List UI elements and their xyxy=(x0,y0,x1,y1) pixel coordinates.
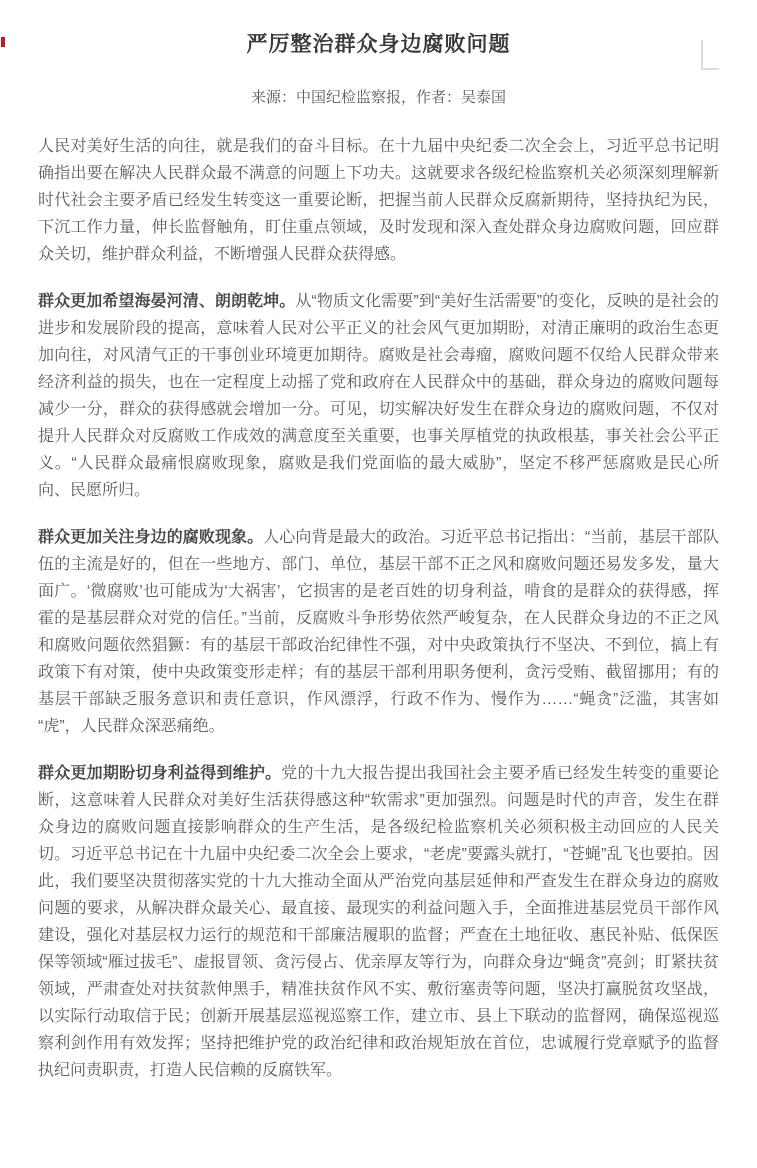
article-paragraph xyxy=(38,288,719,504)
paragraph-lead: 群众更加希望海晏河清、朗朗乾坤。 xyxy=(38,293,296,310)
paragraph-text: 人民对美好生活的向往，就是我们的奋斗目标。在十九届中央纪委二次全会上，习近平总书记明确指出要在解决人民群众最不满意的问题上下功夫。这就要求各级纪检监察机关必须深刻理解新时代社会主要矛盾已经发生转变这一重要论断，把握当前人民群众反腐新期待，坚持执纪为民，下沉工作力量，伸长监督触角，盯住重点领域，及时发现和深入查处群众身边腐败问题，回应群众关切，维护群众利益，不断增强人民群众获得感。 xyxy=(38,138,719,263)
paragraph-text: 从“物质文化需要”到“美好生活需要”的变化，反映的是社会的进步和发展阶段的提高，意味着人民对公平正义的社会风气更加期盼，对清正廉明的政治生态更加向往，对风清气正的干事创业环境更加期待。腐败是社会毒瘤，腐败问题不仅给人民群众带来经济利益的损失，也在一定程度上动摇了党和政府在人民群众中的基础，群众身边的腐败问题每减少一分，群众的获得感就会增加一分。可见，切实解决好发生在群众身边的腐败问题，不仅对提升人民群众对反腐败工作成效的满意度至关重要，也事关厚植党的执政根基，事关社会公平正义。“人民群众最痛恨腐败现象，腐败是我们党面临的最大威胁”，坚定不移严惩腐败是民心所向、民愿所归。 xyxy=(38,293,719,499)
article-body xyxy=(38,133,719,1084)
paragraph-text: 党的十九大报告提出我国社会主要矛盾已经发生转变的重要论断，这意味着人民群众对美好生活获得感这种“软需求”更加强烈。问题是时代的声音，发生在群众身边的腐败问题直接影响群众的生产生活，是各级纪检监察机关必须积极主动回应的人民关切。习近平总书记在十九届中央纪委二次全会上要求，“老虎”要露头就打，“苍蝇”乱飞也要拍。因此，我们要坚决贯彻落实党的十九大推动全面从严治党向基层延伸和严查发生在群众身边的腐败问题的要求，从解决群众最关心、最直接、最现实的利益问题入手，全面推进基层党员干部作风建设，强化对基层权力运行的规范和干部廉洁履职的监督；严查在土地征收、惠民补贴、低保医保等领域“雁过拔毛”、虚报冒领、贪污侵占、优亲厚友等行为，向群众身边“蝇贪”亮剑；盯紧扶贫领域，严肃查处对扶贫款伸黑手，精准扶贫作风不实、敷衍塞责等问题，坚决打赢脱贫攻坚战，以实际行动取信于民；创新开展基层巡视巡察工作，建立市、县上下联动的监督网，确保巡视巡察利剑作用有效发挥；坚持把维护党的政治纪律和政治规矩放在首位，忠诚履行党章赋予的监督执纪问责职责，打造人民信赖的反腐铁军。 xyxy=(38,765,719,1079)
paragraph-text: 人心向背是最大的政治。习近平总书记指出：“当前，基层干部队伍的主流是好的，但在一些地方、部门、单位，基层干部不正之风和腐败问题还易发多发，量大面广。‘微腐败’也可能成为‘大祸害’，它损害的是老百姓的切身利益，啃食的是群众的获得感，挥霍的是基层群众对党的信任。”当前，反腐败斗争形势依然严峻复杂，在人民群众身边的不正之风和腐败问题依然猖獗：有的基层干部政治纪律性不强，对中央政策执行不坚决、不到位，搞上有政策下有对策，使中央政策变形走样；有的基层干部利用职务便利，贪污受贿、截留挪用；有的基层干部缺乏服务意识和责任意识，作风漂浮，行政不作为、慢作为……“蝇贪”泛滥，其害如“虎”，人民群众深恶痛绝。 xyxy=(38,529,719,735)
page-title: 严厉整治群众身边腐败问题 xyxy=(246,33,511,56)
selection-corner-mark xyxy=(701,40,719,70)
paragraph-lead: 群众更加关注身边的腐败现象。 xyxy=(38,529,264,546)
paragraph-lead: 群众更加期盼切身利益得到维护。 xyxy=(38,765,282,782)
article-page xyxy=(0,31,757,1084)
red-edge-mark xyxy=(1,37,5,47)
article-paragraph xyxy=(38,760,719,1084)
article-byline: 来源：中国纪检监察报，作者：吴泰国 xyxy=(250,89,506,106)
article-paragraph xyxy=(38,133,719,268)
article-paragraph xyxy=(38,524,719,740)
